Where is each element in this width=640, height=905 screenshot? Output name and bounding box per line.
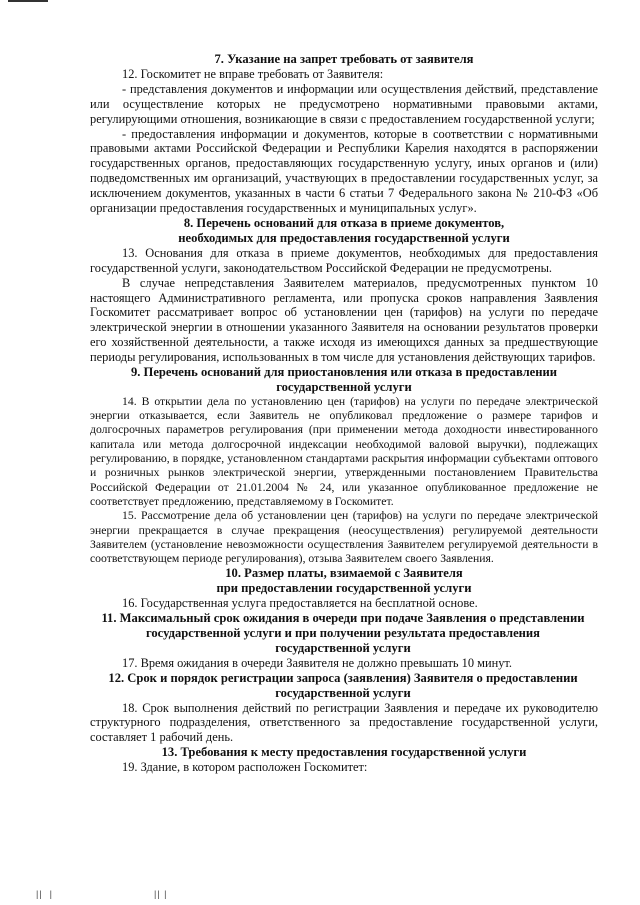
heading-line: 8. Перечень оснований для отказа в приеме документов,	[183, 215, 505, 230]
paragraph: В случае непредставления Заявителем материалов, предусмотренных пунктом 10 настоящего Административного регламента, или пропуска сроков направления Заявления Госкомитет рассматривает вопрос об установлении цен (тарифов) на услуги по передаче электрической энергии в отношении указанного Заявителя на основании результатов проверки его хозяйственной деятельности, а также исходя из имеющихся данных за предшествующие периоды регулирования, использованных в том числе для установления действующих тарифов.	[90, 275, 598, 365]
paragraph: 16. Государственная услуга предоставляется на бесплатной основе.	[122, 596, 478, 611]
heading-line: 11. Максимальный срок ожидания в очереди при подаче Заявления о представлении	[101, 611, 585, 626]
heading-line: государственной услуги	[275, 685, 411, 700]
section-heading	[90, 52, 598, 67]
heading-line: государственной услуги	[275, 640, 411, 655]
heading-line: государственной услуги и при получении результата предоставления	[145, 626, 540, 641]
paragraph: - представления документов и информации или осуществления действий, представление или осуществление которых не предусмотрено нормативными правовыми актами, регулирующими отношения, возникающие в связи с предоставлением государственной услуги;	[90, 81, 598, 126]
section-heading	[90, 566, 598, 596]
section-heading	[90, 745, 598, 760]
paragraph: 12. Госкомитет не вправе требовать от Заявителя:	[122, 66, 384, 81]
paragraph: 18. Срок выполнения действий по регистрации Заявления и передаче их руководителю структурного подразделения, ответственного за предоставление государственной услуги, составляет 1 рабочий день.	[90, 700, 598, 745]
heading-line: 9. Перечень оснований для приостановления или отказа в предоставлении	[130, 365, 558, 380]
heading-line: 12. Срок и порядок регистрации запроса (заявления) Заявителя о предоставлении	[108, 670, 578, 685]
heading-line: 13. Требования к месту предоставления государственной услуги	[161, 745, 527, 760]
heading-line: необходимых для предоставления государственной услуги	[178, 230, 510, 245]
heading-line: 10. Размер платы, взимаемой с Заявителя	[225, 566, 463, 581]
heading-line: государственной услуги	[276, 379, 412, 394]
paragraph: 17. Время ожидания в очереди Заявителя не должно превышать 10 минут.	[122, 655, 513, 670]
scan-edge-mark	[8, 0, 48, 2]
section-heading	[90, 216, 598, 246]
section-heading	[90, 365, 598, 395]
document-page	[90, 52, 598, 775]
heading-line: 7. Указание на запрет требовать от заявителя	[214, 52, 474, 66]
paragraph: 15. Рассмотрение дела об установлении цен (тарифов) на услуги по передаче электрической энергии прекращается в случае прекращения (неосуществления) регулируемой деятельности Заявителем (установление невозможности осуществления Заявителем регулируемой деятельности в соответствующем периоде регулирования), отзыва Заявителем своего Заявления.	[90, 509, 598, 566]
section-heading	[82, 611, 604, 656]
paragraph: 19. Здание, в котором расположен Госкомитет:	[122, 760, 368, 775]
heading-line: при предоставлении государственной услуги	[216, 581, 472, 596]
paragraph: 14. В открытии дела по установлению цен (тарифов) на услуги по передаче электрической энергии отказывается, если Заявитель не опубликовал предложение о размере тарифов и долгосрочных параметров регулирования (при применении метода доходности инвестированного капитала или метода долгосрочной индексации необходимой валовой выручки), подлежащих регулированию, в порядке, установленном стандартами раскрытия информации субъектами оптового и розничных рынков электрической энергии, утвержденными постановлением Правительства Российской Федерации от 21.01.2004 № 24, или указанное опубликованное предложение не соответствует предложению, представляемому в Госкомитет.	[90, 394, 598, 508]
paragraph: 13. Основания для отказа в приеме документов, необходимых для предоставления государственной услуги, законодательством Российской Федерации не предусмотрены.	[90, 245, 598, 275]
paragraph: - предоставления информации и документов, которые в соответствии с нормативными правовыми актами Российской Федерации и Республики Карелия находятся в распоряжении государственных органов, предоставляющих государственную услугу, иных органов и (или) подведомственных им организаций, участвующих в предоставлении государственных услуг, за исключением документов, указанных в части 6 статьи 7 Федерального закона № 210-ФЗ «Об организации предоставления государственных и муниципальных услуг».	[90, 126, 598, 216]
section-heading	[82, 671, 604, 701]
